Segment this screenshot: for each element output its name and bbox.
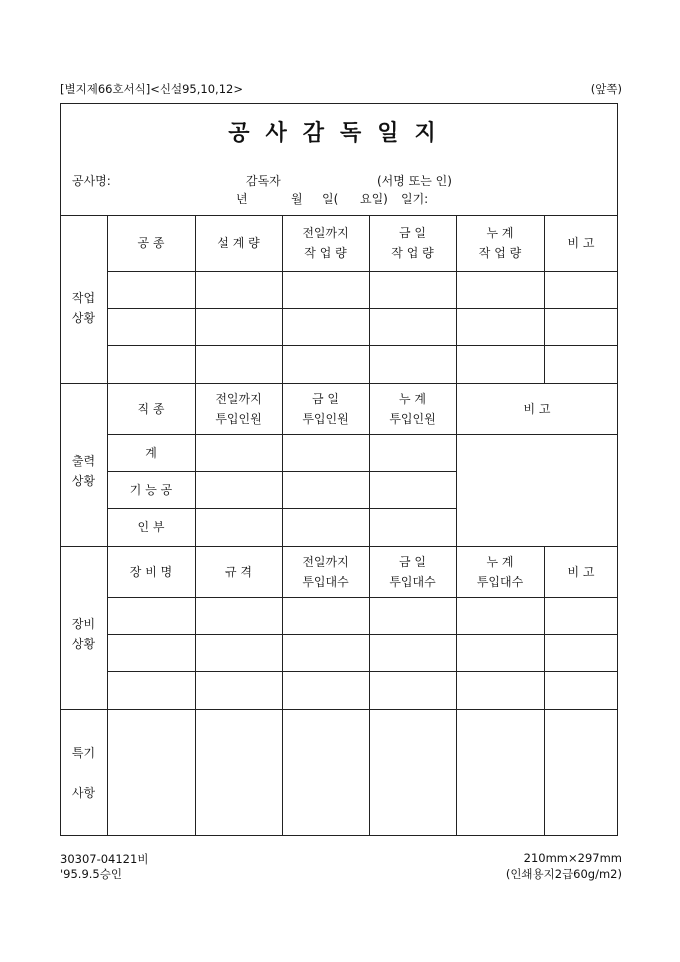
work-status-label [60,271,107,345]
work-header-type [107,215,195,271]
row-line [107,271,618,272]
header-text: 누 계 [486,226,514,240]
manpower-row-total: 계 [145,445,157,460]
section-divider [60,709,618,710]
day-label: 일( [322,192,339,206]
work-label-line2: 상황 [71,311,96,325]
special-label-line2: 사항 [71,785,96,800]
work-header-cumulative [456,215,544,271]
header-text: 작 업 량 [391,246,434,260]
work-label-line1: 작업 [71,291,96,305]
header-text: 금 일 [312,391,339,406]
header-text: 전일까지 [302,554,349,569]
header-text: 투입대수 [302,574,349,589]
special-label-line1: 특기 [71,745,96,760]
month-label: 월 [291,192,303,206]
header-text: 전일까지 [302,226,349,240]
header-text: 직 종 [137,401,165,416]
equipment-header-remarks [544,546,618,597]
row-line [107,597,618,598]
special-notes-label [60,709,107,836]
header-text: 누 계 [486,554,514,569]
column-line [282,215,283,836]
page-side: (앞쪽) [590,82,622,96]
work-header-design-qty [195,215,282,271]
form-code: 30307-04121비 [60,852,149,866]
manpower-status-label [60,434,107,508]
header-text: 투입대수 [389,574,436,589]
row-line [107,308,618,309]
approval-date: '95.9.5승인 [60,867,122,881]
header-text: 작 업 량 [304,246,347,260]
equipment-header-cumulative [456,546,544,597]
header-text: 작 업 량 [478,246,522,260]
work-header-previous [282,215,369,271]
equipment-label-line1: 장비 [71,617,96,631]
work-header-remarks [544,215,618,271]
manpower-header-cumulative [369,383,456,434]
paper-size: 210mm×297mm [523,851,622,865]
work-header-today [369,215,456,271]
sign-label: (서명 또는 인) [377,174,452,188]
header-text: 금 일 [399,226,426,240]
equipment-header-previous [282,546,369,597]
header-text: 투입인원 [215,411,262,426]
manpower-label-line2: 상황 [71,474,96,488]
manpower-header-today [282,383,369,434]
manpower-label-line1: 출력 [71,454,96,468]
form-title: 공사감독일지 [228,121,452,146]
header-text: 비 고 [567,236,595,250]
equipment-header-spec [195,546,282,597]
row-line [107,634,618,635]
project-name-label: 공사명: [72,174,111,188]
weather-label: 일기: [401,192,429,206]
header-text: 장 비 명 [129,564,173,579]
manpower-row-laborer: 인 부 [137,520,165,534]
weekday-label: 요일) [360,192,388,206]
header-text: 투입대수 [476,574,524,589]
header-text: 투입인원 [302,411,349,426]
equipment-status-label [60,597,107,671]
supervisor-label: 감독자 [246,174,281,188]
equipment-header-name [107,546,195,597]
header-text: 금 일 [399,554,426,569]
manpower-header-remarks [456,383,618,434]
column-line [369,215,370,836]
form-number: [별지제66호서식]<신설95,10,12> [60,82,243,96]
equipment-label-line2: 상황 [71,637,96,651]
header-text: 비 고 [523,401,551,416]
manpower-header-trade [107,383,195,434]
column-line [195,215,196,836]
header-text: 설 계 량 [217,236,260,250]
equipment-header-today [369,546,456,597]
year-label: 년 [236,192,248,206]
paper-spec: (인쇄용지2급60g/m2) [505,867,622,881]
header-text: 누 계 [399,391,426,406]
header-text: 비 고 [567,564,595,579]
header-text: 공 종 [137,236,165,250]
manpower-row-skilled: 기 능 공 [129,482,173,497]
header-text: 투입인원 [389,411,436,426]
row-line [107,671,618,672]
row-line [107,345,618,346]
header-text: 전일까지 [215,391,262,406]
header-text: 규 격 [225,564,252,579]
manpower-header-previous [195,383,282,434]
